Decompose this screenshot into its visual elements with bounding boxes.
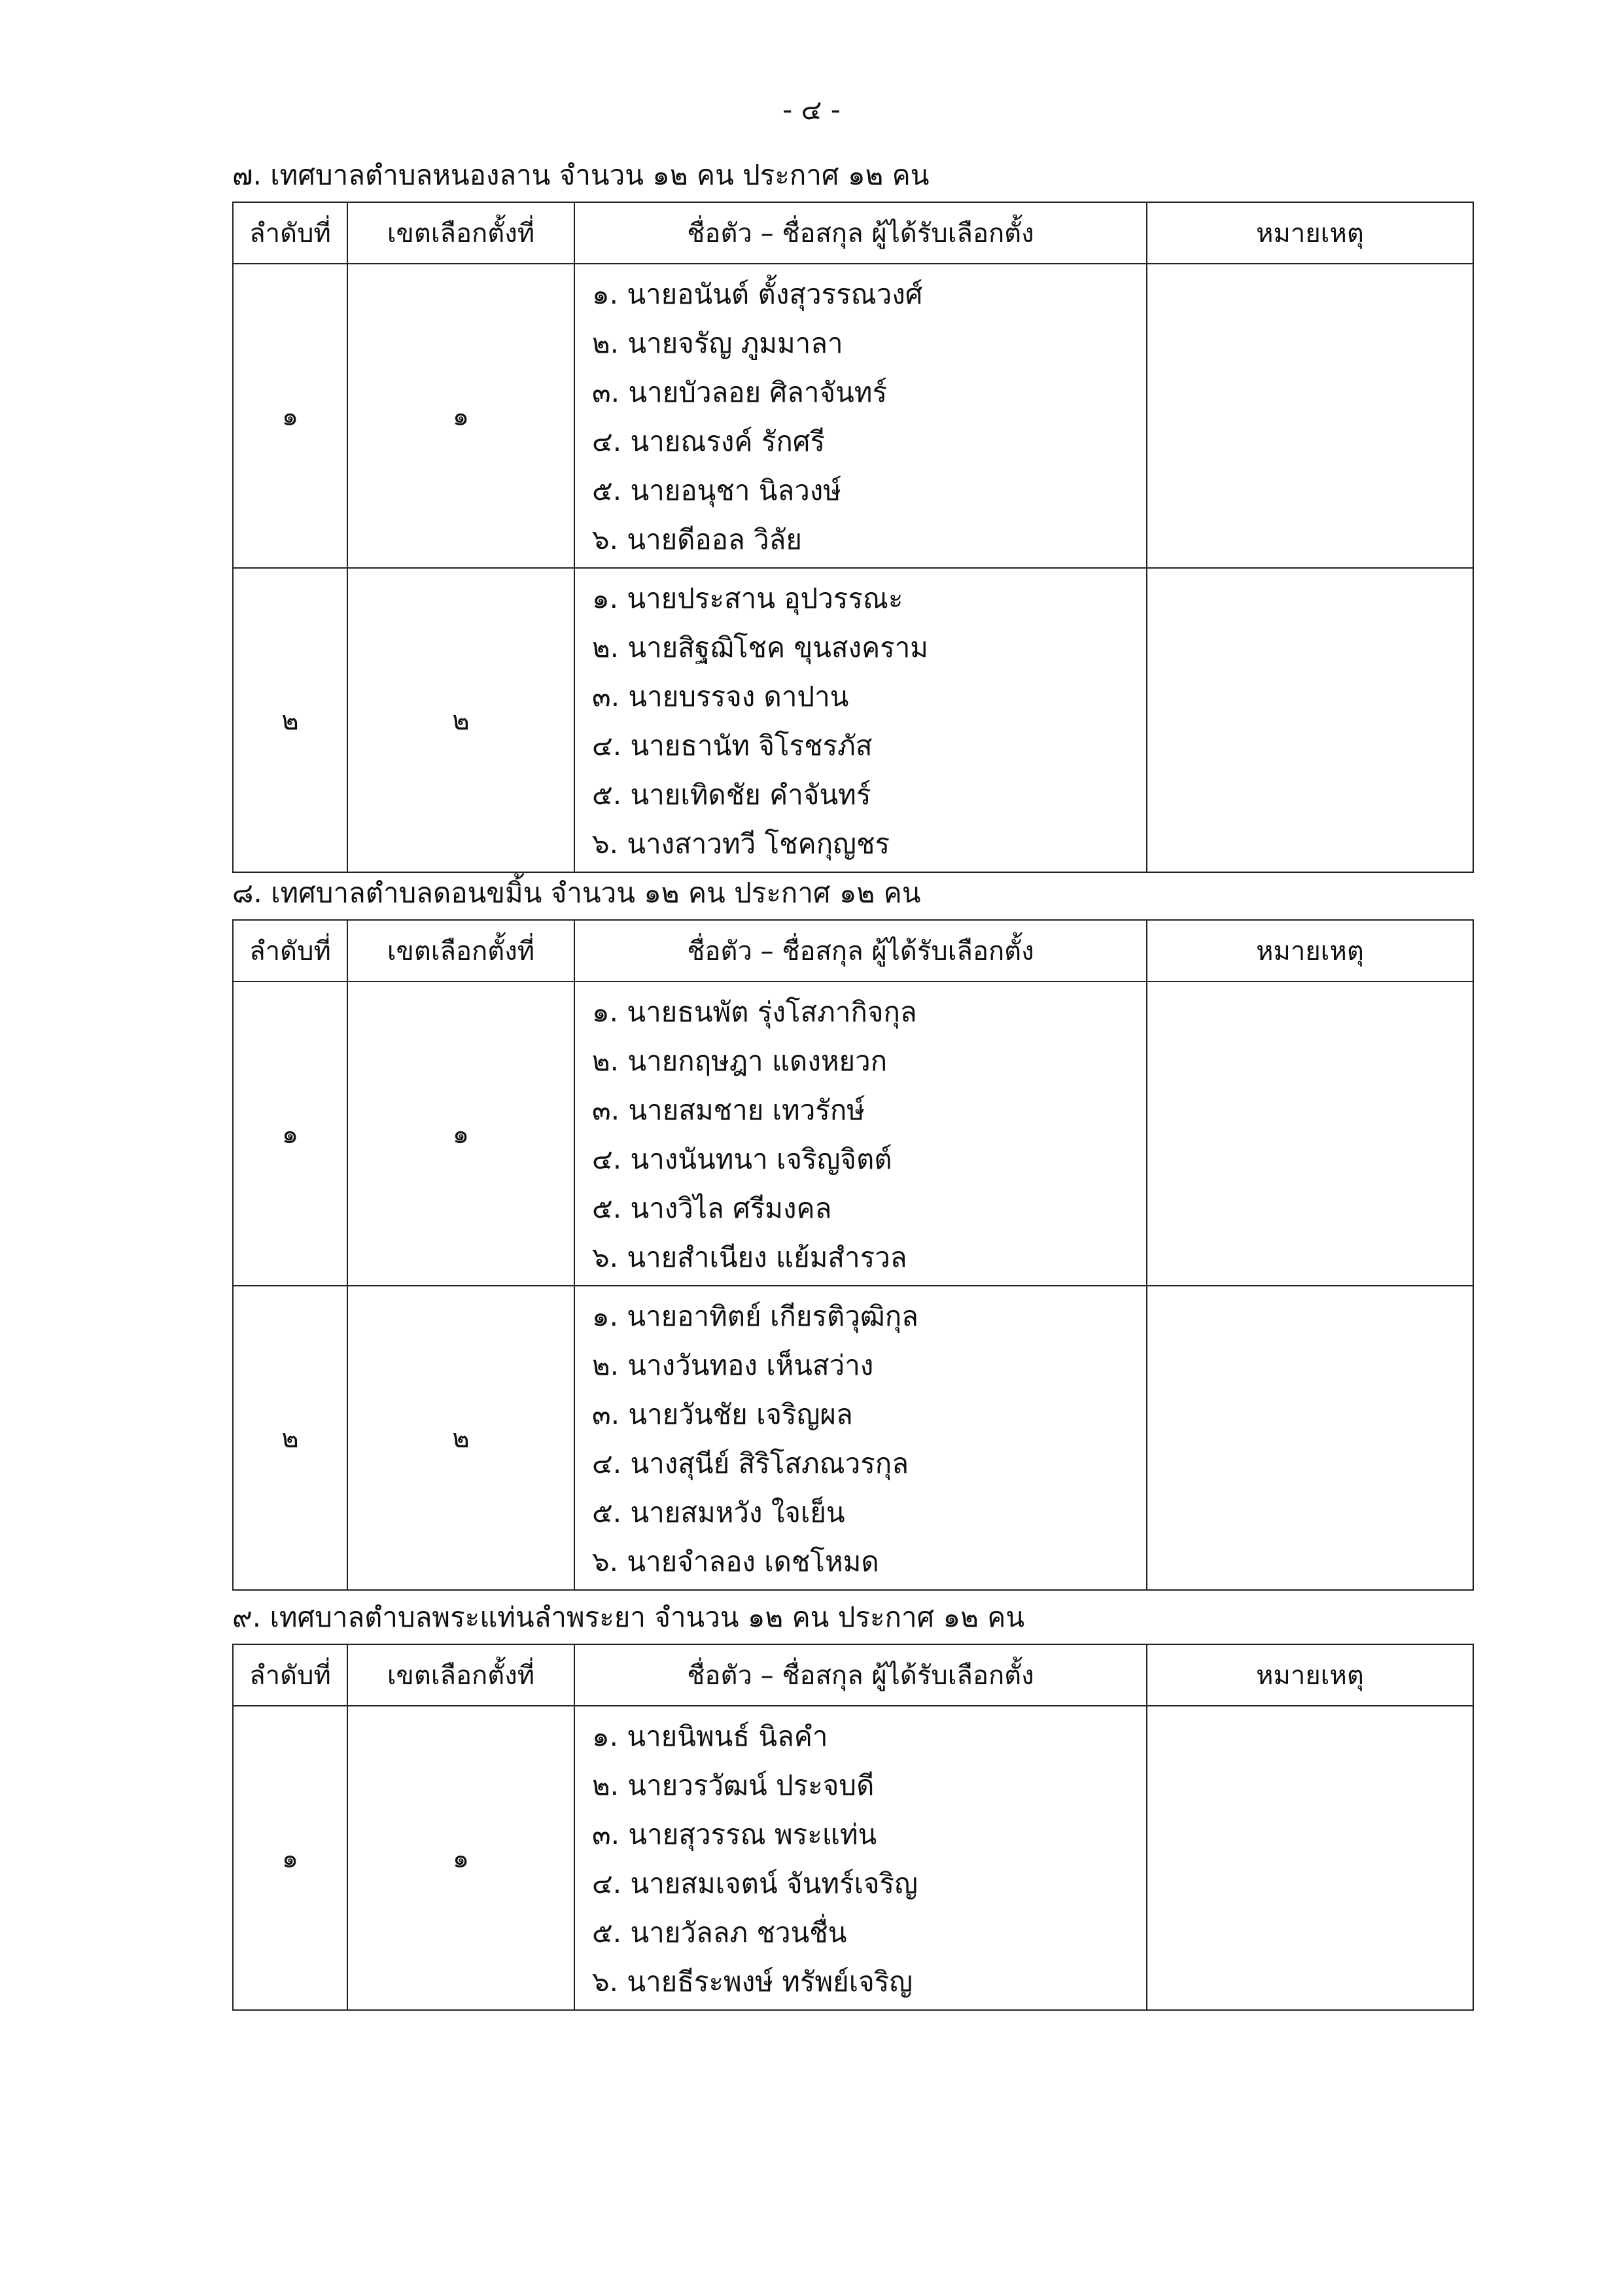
table-header-row: [233, 920, 1473, 981]
table-row: [233, 981, 1473, 1286]
header-remark: หมายเหตุ: [1147, 202, 1473, 264]
header-name: ชื่อตัว – ชื่อสกุล ผู้ได้รับเลือกตั้ง: [574, 1644, 1147, 1706]
member-name: ๖. นายสำเนียง แย้มสำรวล: [592, 1241, 907, 1273]
member-name: ๒. นายสิฐฌิโชค ขุนสงคราม: [592, 631, 928, 663]
table-row: [233, 568, 1473, 872]
remark-cell: [1147, 264, 1473, 568]
order-cell: ๒: [233, 568, 347, 872]
header-name: ชื่อตัว – ชื่อสกุล ผู้ได้รับเลือกตั้ง: [574, 202, 1147, 264]
table-header-row: [233, 202, 1473, 264]
member-name: ๒. นายวรวัฒน์ ประจบดี: [592, 1769, 875, 1801]
member-name: ๔. นายสมเจตน์ จันทร์เจริญ: [592, 1867, 918, 1899]
order-cell: ๑: [233, 981, 347, 1286]
names-cell: [574, 1706, 1147, 2010]
member-name: ๒. นายกฤษฎา แดงหยวก: [592, 1045, 888, 1077]
elected-members-table: [232, 202, 1474, 873]
member-name: ๔. นางนันทนา เจริญจิตต์: [592, 1143, 892, 1175]
member-name: ๓. นายวันชัย เจริญผล: [592, 1398, 853, 1430]
header-district: เขตเลือกตั้งที่: [347, 920, 574, 981]
order-cell: ๒: [233, 1286, 347, 1590]
elected-members-table: [232, 919, 1474, 1591]
order-cell: ๑: [233, 1706, 347, 2010]
member-name: ๔. นายณรงค์ รักศรี: [592, 425, 826, 457]
header-name: ชื่อตัว – ชื่อสกุล ผู้ได้รับเลือกตั้ง: [574, 920, 1147, 981]
header-district: เขตเลือกตั้งที่: [347, 1644, 574, 1706]
remark-cell: [1147, 1286, 1473, 1590]
table-header-row: [233, 1644, 1473, 1706]
member-name: ๓. นายบรรจง ดาปาน: [592, 680, 849, 713]
member-name: ๖. นายธีระพงษ์ ทรัพย์เจริญ: [592, 1966, 913, 1998]
district-cell: ๑: [347, 264, 574, 568]
remark-cell: [1147, 568, 1473, 872]
member-name: ๖. นางสาวทวี โชคกุญชร: [592, 828, 890, 860]
member-name: ๕. นายวัลลภ ชวนชื่น: [592, 1916, 847, 1949]
district-cell: ๑: [347, 1706, 574, 2010]
member-name: ๓. นายบัวลอย ศิลาจันทร์: [592, 376, 888, 408]
member-name: ๖. นายดีออล วิลัย: [592, 523, 803, 556]
table-row: [233, 1286, 1473, 1590]
member-name: ๕. นายสมหวัง ใจเย็น: [592, 1496, 845, 1528]
member-name: ๕. นางวิไล ศรีมงคล: [592, 1192, 832, 1224]
member-name: ๒. นายจรัญ ภูมมาลา: [592, 327, 843, 359]
member-name: ๑. นายนิพนธ์ นิลคำ: [592, 1720, 828, 1752]
district-cell: ๒: [347, 1286, 574, 1590]
member-name: ๑. นายอนันต์ ตั้งสุวรรณวงศ์: [592, 278, 923, 310]
remark-cell: [1147, 981, 1473, 1286]
member-name: ๓. นายสุวรรณ พระแท่น: [592, 1818, 877, 1850]
names-cell: [574, 568, 1147, 872]
header-remark: หมายเหตุ: [1147, 1644, 1473, 1706]
member-name: ๔. นางสุนีย์ สิริโสภณวรกุล: [592, 1447, 909, 1479]
member-name: ๓. นายสมชาย เทวรักษ์: [592, 1094, 865, 1126]
member-name: ๕. นายอนุชา นิลวงษ์: [592, 474, 841, 506]
table-row: [233, 264, 1473, 568]
remark-cell: [1147, 1706, 1473, 2010]
section-7: [232, 149, 1473, 873]
member-name: ๒. นางวันทอง เห็นสว่าง: [592, 1349, 874, 1381]
header-district: เขตเลือกตั้งที่: [347, 202, 574, 264]
order-cell: ๑: [233, 264, 347, 568]
header-remark: หมายเหตุ: [1147, 920, 1473, 981]
names-cell: [574, 264, 1147, 568]
section-8: [232, 867, 1473, 1591]
member-name: ๕. นายเทิดชัย คำจันทร์: [592, 779, 871, 811]
district-cell: ๒: [347, 568, 574, 872]
elected-members-table: [232, 1644, 1474, 2011]
section-9: [232, 1591, 1473, 2011]
section-title: ๙. เทศบาลตำบลพระแท่นลำพระยา จำนวน ๑๒ คน ประกาศ ๑๒ คน: [232, 1601, 1025, 1633]
names-cell: [574, 981, 1147, 1286]
table-row: [233, 1706, 1473, 2010]
district-cell: ๑: [347, 981, 574, 1286]
header-order: ลำดับที่: [233, 920, 347, 981]
page-number: - ๔ -: [782, 94, 841, 126]
section-title: ๘. เทศบาลตำบลดอนขมิ้น จำนวน ๑๒ คน ประกาศ ๑๒ คน: [232, 877, 921, 909]
member-name: ๖. นายจำลอง เดชโหมด: [592, 1545, 879, 1578]
names-cell: [574, 1286, 1147, 1590]
member-name: ๔. นายธานัท จิโรชรภัส: [592, 730, 873, 762]
member-name: ๑. นายธนพัต รุ่งโสภากิจกุล: [592, 996, 917, 1028]
member-name: ๑. นายอาทิตย์ เกียรติวุฒิกุล: [592, 1300, 918, 1332]
section-title: ๗. เทศบาลตำบลหนองลาน จำนวน ๑๒ คน ประกาศ ๑๒ คน: [232, 159, 930, 191]
header-order: ลำดับที่: [233, 202, 347, 264]
header-order: ลำดับที่: [233, 1644, 347, 1706]
member-name: ๑. นายประสาน อุปวรรณะ: [592, 582, 903, 614]
